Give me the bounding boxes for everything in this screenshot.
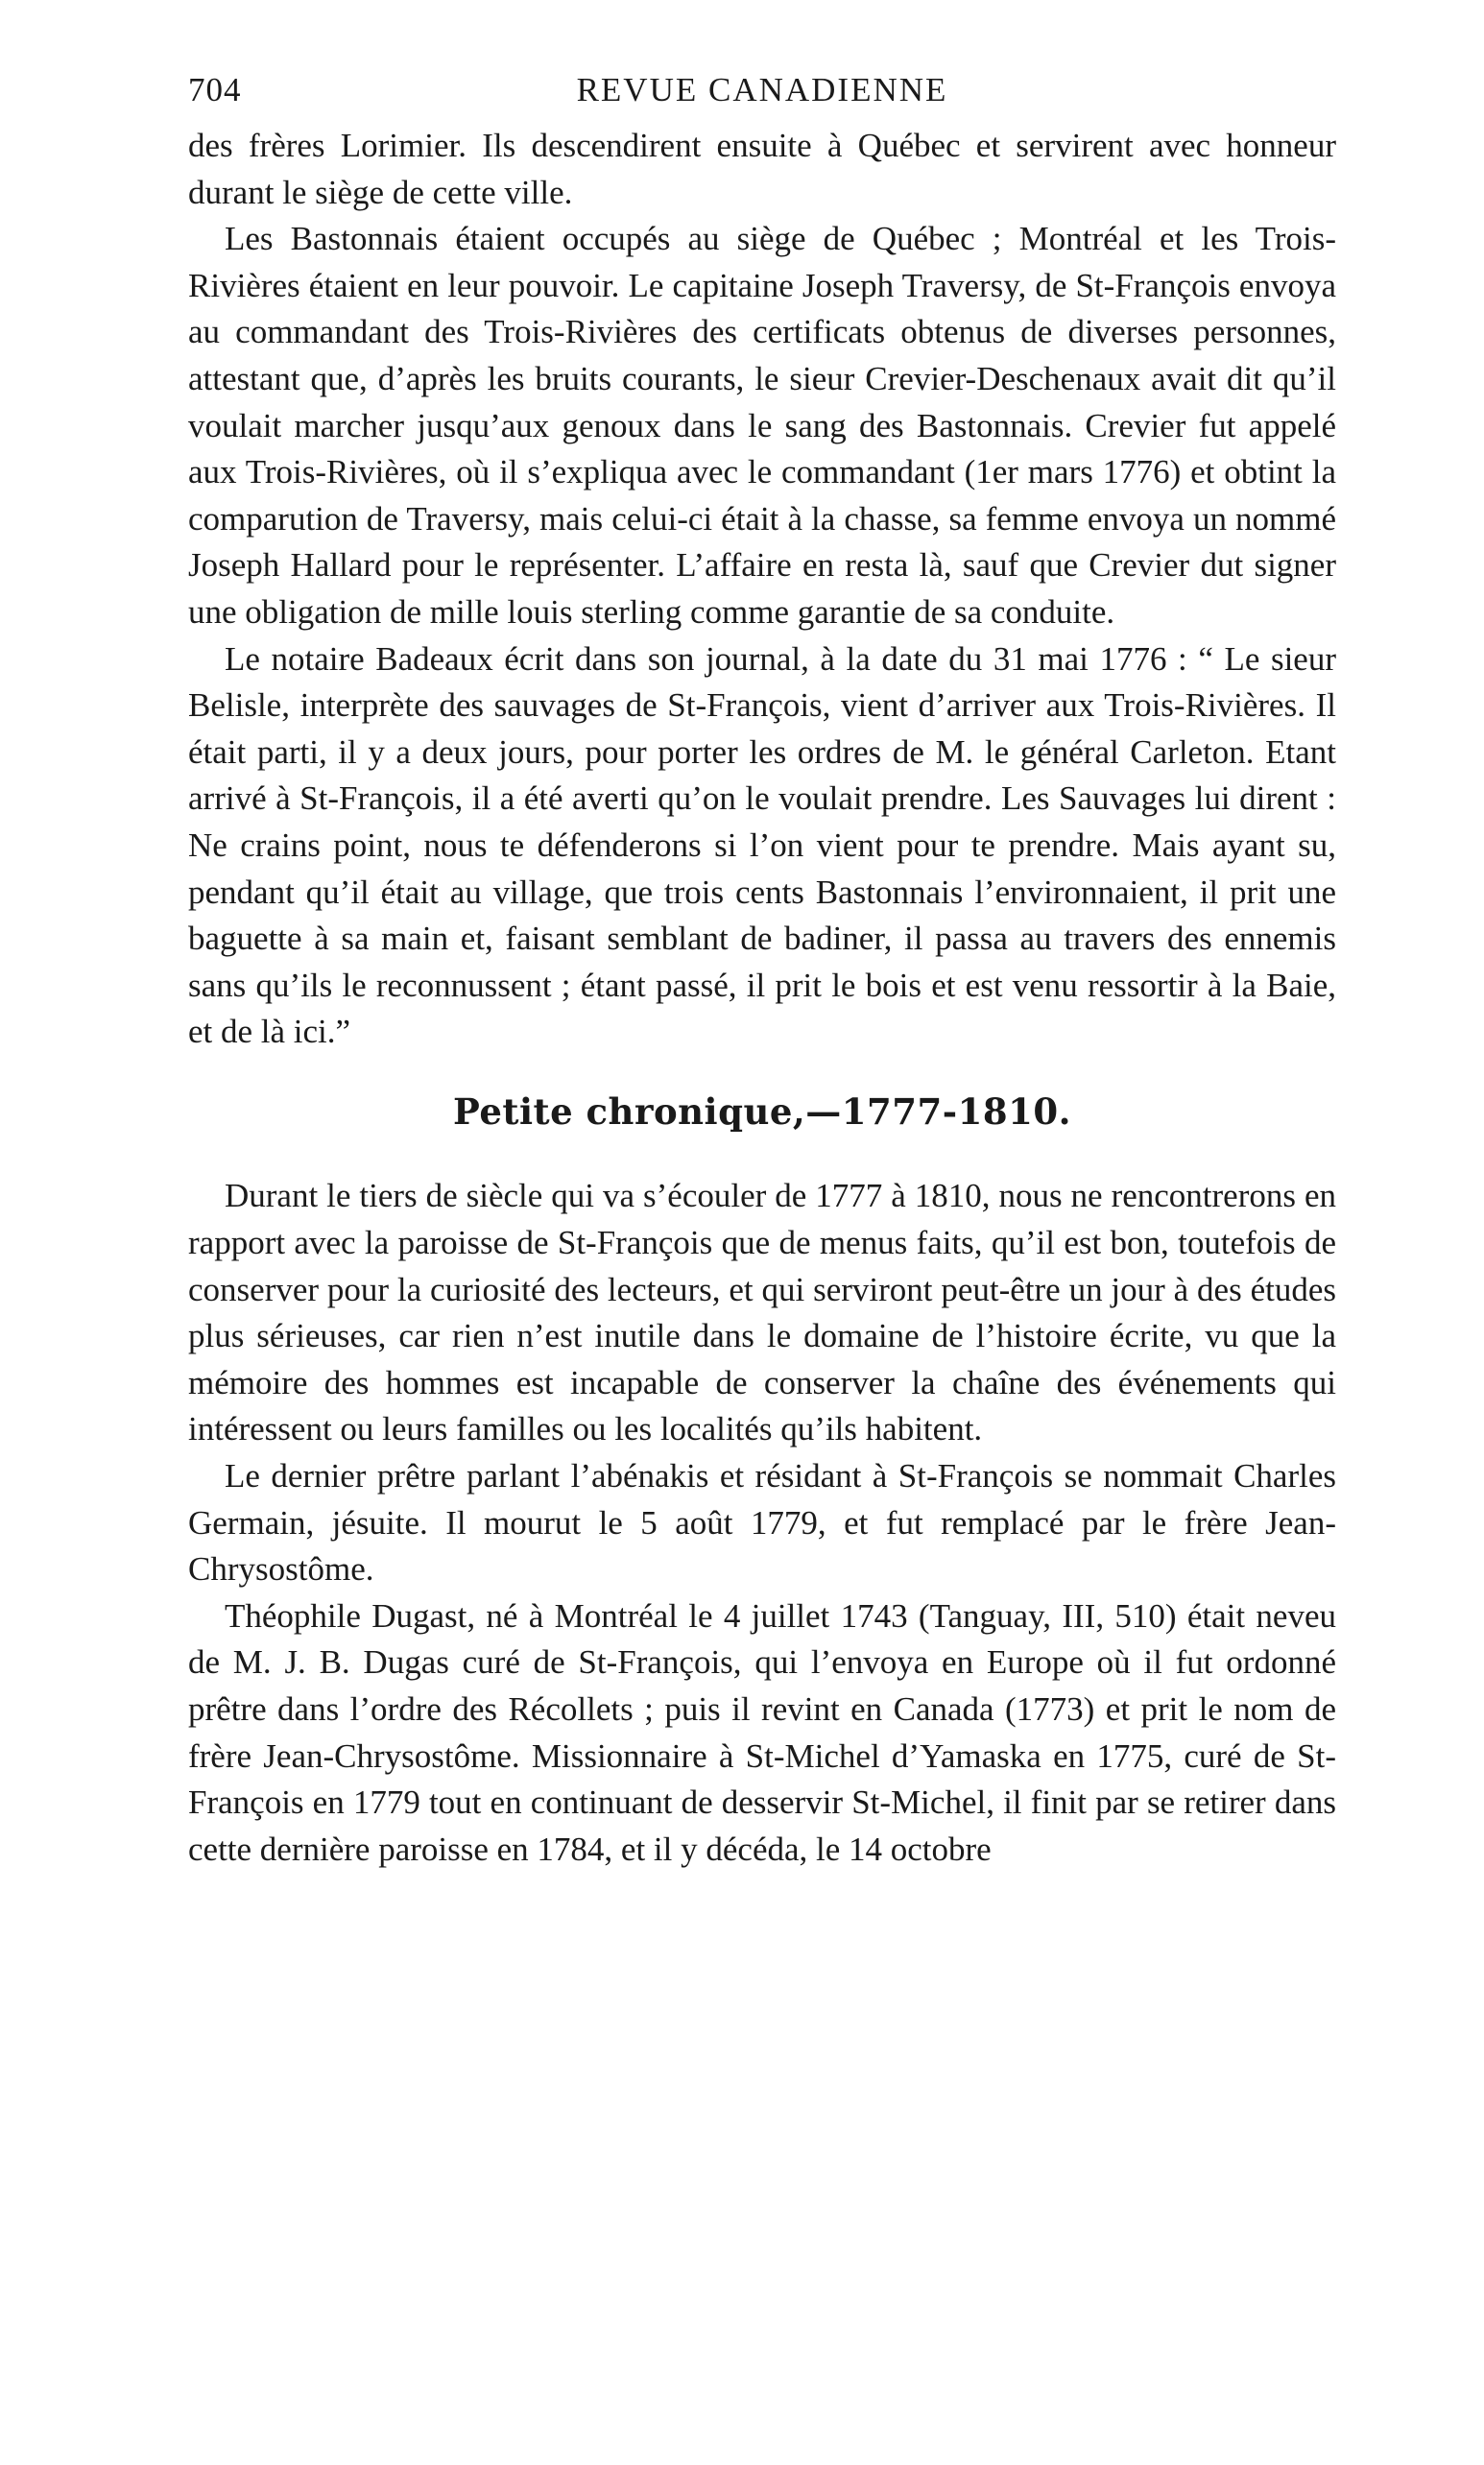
paragraph: Le dernier prêtre parlant l’abénakis et résidant à St-François se nommait Charles Germain, jésuite. Il mourut le 5 août 1779, et fut remplacé par le frère Jean-Chrysostôme. xyxy=(188,1457,1336,1589)
running-title: REVUE CANADIENNE xyxy=(576,71,948,108)
paragraph: Théophile Dugast, né à Montréal le 4 juillet 1743 (Tanguay, III, 510) était neveu de M. J. B. Dugas curé de St-François, qui l’envoya en Europe où il fut ordonné prêtre dans l’ordre des Récollets ; puis il revint en Canada (1773) et prit le nom de frère Jean-Chrysostôme. Missionnaire à St-Michel d’Yamaska en 1775, curé de St-François en 1779 tout en continuant de desservir St-Michel, il finit par se retirer dans cette dernière paroisse en 1784, et il y décéda, le 14 octobre xyxy=(188,1596,1336,1868)
paragraph: des frères Lorimier. Ils descendirent ensuite à Québec et servirent avec honneur durant le siège de cette ville. xyxy=(188,127,1336,211)
paragraph: Durant le tiers de siècle qui va s’écouler de 1777 à 1810, nous ne rencontrerons en rapport avec la paroisse de St-François que de menus faits, qu’il est bon, toutefois de conserver pour la curiosité des lecteurs, et qui serviront peut-être un jour à des études plus sérieuses, car rien n’est inutile dans le domaine de l’histoire écrite, vu que la mémoire des hommes est incapable de conserver la chaîne des événements qui intéressent ou leurs familles ou les localités qu’ils habitent. xyxy=(188,1177,1336,1448)
book-page xyxy=(188,67,1336,1873)
paragraph: Le notaire Badeaux écrit dans son journal, à la date du 31 mai 1776 : “ Le sieur Belisle, interprète des sauvages de St-François, vient d’arriver aux Trois-Rivières. Il était parti, il y a deux jours, pour porter les ordres de M. le général Carleton. Etant arrivé à St-François, il a été averti qu’on le voulait prendre. Les Sauvages lui dirent : Ne crains point, nous te défenderons si l’on vient pour te prendre. Mais ayant su, pendant qu’il était au village, que trois cents Bastonnais l’environnaient, il prit une baguette à sa main et, faisant semblant de badiner, il passa au travers des ennemis sans qu’ils le reconnussent ; étant passé, il prit le bois et est venu ressortir à la Baie, et de là ici.” xyxy=(188,639,1336,1051)
running-header xyxy=(188,67,1336,113)
section-heading: Petite chronique,—1777-1810. xyxy=(453,1089,1071,1133)
paragraph: Les Bastonnais étaient occupés au siège de Québec ; Montréal et les Trois-Rivières étaient en leur pouvoir. Le capitaine Joseph Traversy, de St-François envoya au commandant des Trois-Rivières des certificats obtenus de diverses personnes, attestant que, d’après les bruits courants, le sieur Crevier-Deschenaux avait dit qu’il voulait marcher jusqu’aux genoux dans le sang des Bastonnais. Crevier fut appelé aux Trois-Rivières, où il s’expliqua avec le commandant (1er mars 1776) et obtint la comparution de Traversy, mais celui-ci était à la chasse, sa femme envoya un nommé Joseph Hallard pour le représenter. L’affaire en resta là, sauf que Crevier dut signer une obligation de mille louis sterling comme garantie de sa conduite. xyxy=(188,220,1336,631)
page-number: 704 xyxy=(188,71,242,108)
